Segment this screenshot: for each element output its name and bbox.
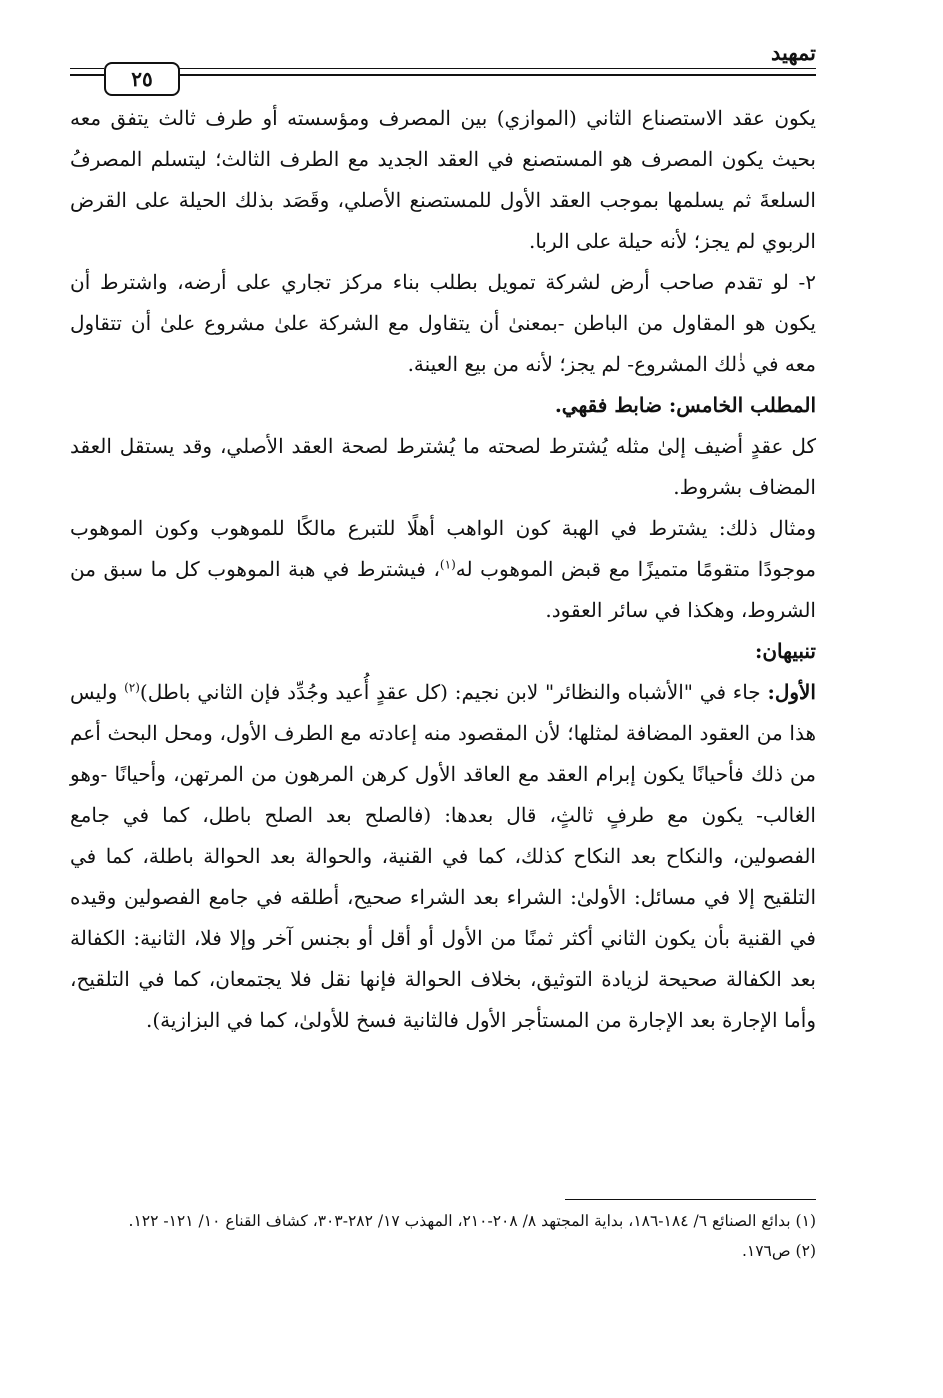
footnote-ref-2[interactable]: (٢) — [124, 680, 140, 695]
page-header — [70, 40, 816, 90]
section-heading: المطلب الخامس: ضابط فقهي. — [554, 393, 816, 417]
paragraph-5-lead: الأول: — [767, 680, 816, 704]
paragraph-4-text-a: ومثال ذلك: يشترط في الهبة كون الواهب أهلًا للتبرع مالكًا للموهوب وكون الموهوب موجودًا متقومًا متميزًا مع قبض الموهوب له — [70, 516, 817, 581]
header-rule-upper — [178, 68, 816, 69]
subheading-notes: تنبيهان: — [754, 639, 816, 663]
main-text — [70, 98, 816, 1041]
footnote-separator — [565, 1199, 816, 1200]
footnote-ref-1[interactable]: (١) — [439, 557, 456, 572]
paragraph-2: ٢- لو تقدم صاحب أرض لشركة تمويل بطلب بناء مركز تجاري على أرضه، واشترط أن يكون هو المقاول من الباطن -بمعنىٰ أن يتقاول مع الشركة علىٰ مشروع علىٰ أن تتقاول معه في ذٰلك المشروع- لم يجز؛ لأنه من بيع العينة. — [70, 270, 816, 376]
paragraph-1: يكون عقد الاستصناع الثاني (الموازي) بين المصرف ومؤسسته أو طرف ثالث يتفق معه بحيث يكون المصرف هو المستصنع في العقد الجديد مع الطرف الثالث؛ ليتسلم المصرفُ السلعةَ ثم يسلمها بموجب العقد الأول للمستصنع الأصلي، وقَصَد بذلك الحيلة على القرض الربوي لم يجز؛ لأنه حيلة على الربا. — [70, 106, 816, 253]
page-number: ٢٥ — [104, 62, 180, 96]
running-title: تمهيد — [763, 40, 816, 65]
footnote-2: (٢) ص١٧٦. — [741, 1242, 816, 1260]
paragraph-5-text-a: جاء في "الأشباه والنظائر" لابن نجيم: (كل عقدٍ أُعيد وجُدِّد فإن الثاني باطل) — [139, 680, 768, 704]
header-rule-left — [70, 68, 104, 69]
footnote-1: (١) بدائع الصنائع ٦/ ١٨٤-١٨٦، بداية المجتهد ٨/ ٢٠٨-٢١٠، المهذب ١٧/ ٢٨٢-٣٠٣، كشاف القناع ١٠/ ١٢١- ١٢٢. — [128, 1212, 816, 1230]
paragraph-5-text-b: وليس هذا من العقود المضافة لمثلها؛ لأن المقصود منه إعادته مع الطرف الأول، ومحل البحث أعم من ذلك فأحيانًا يكون إبرام العقد مع العاقد الأول كرهن المرهون من المرتهن، وأحيانًا -وهو الغالب- يكون مع طرفٍ ثالثٍ، قال بعدها: (فالصلح بعد الصلح باطل، كما في جامع الفصولين، والنكاح بعد النكاح كذلك، كما في القنية، والحوالة بعد الحوالة باطلة، كما في التلقيح إلا في مسائل: الأولىٰ: الشراء بعد الشراء صحيح، أطلقه في جامع الفصولين وقيده في القنية بأن يكون الثاني أكثر ثمنًا من الأول أو أقل أو بجنس آخر وإلا فلا، الثانية: الكفالة بعد الكفالة صحيحة لزيادة التوثيق، بخلاف الحوالة فإنها نقل فلا يجتمعان، كما في التلقيح، وأما الإجارة بعد الإجارة من المستأجر الأول فالثانية فسخ للأولىٰ، كما في البزازية). — [70, 680, 816, 1032]
paragraph-4 — [70, 508, 816, 631]
footnotes — [70, 1206, 816, 1266]
paragraph-5 — [70, 672, 816, 1041]
header-rule — [70, 74, 816, 76]
paragraph-3: كل عقدٍ أضيف إلىٰ مثله يُشترط لصحته ما يُشترط لصحة العقد الأصلي، وقد يستقل العقد المضاف بشروط. — [70, 434, 816, 499]
paragraph-4-text-b: ، فيشترط في هبة الموهوب كل ما سبق من الشروط، وهكذا في سائر العقود. — [70, 557, 816, 622]
